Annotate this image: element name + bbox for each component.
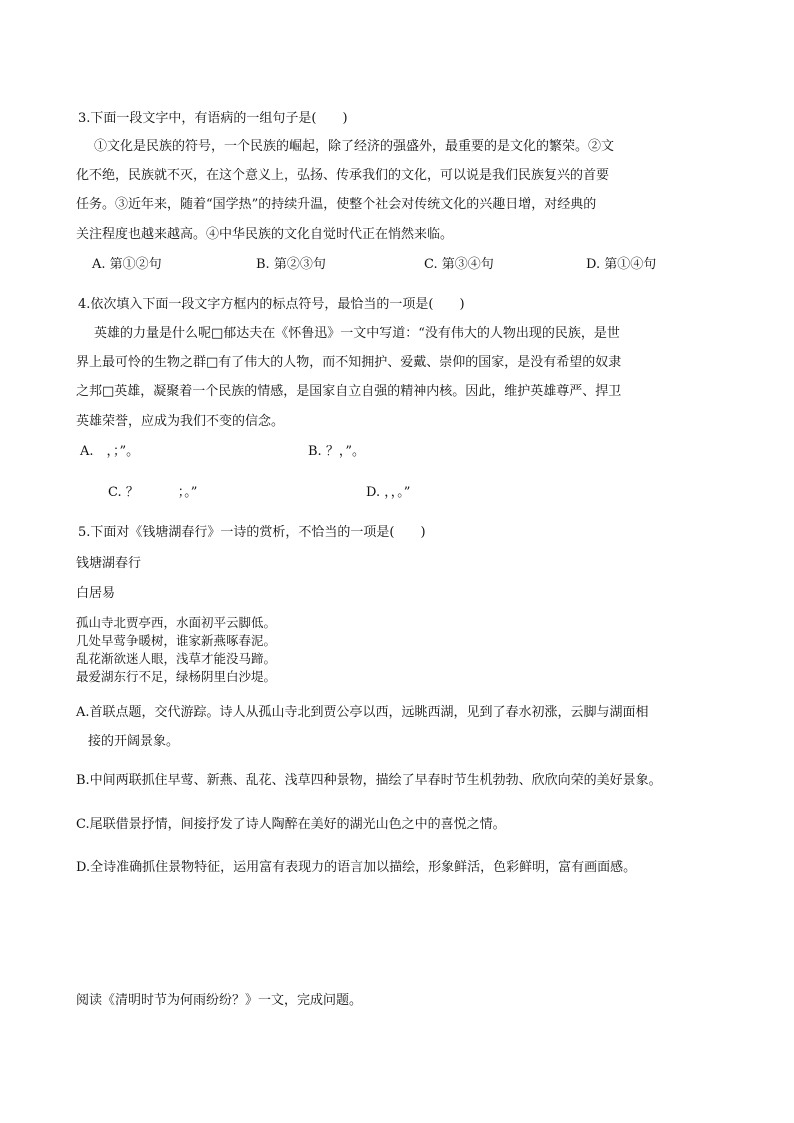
q4-option-b: B. ？，”。 [308,444,365,459]
q3-stem: 3.下面一段文字中，有语病的一组句子是( ) [78,111,348,126]
q3-option-a: A. 第①②句 [92,257,162,272]
q4-passage-line-4: 英雄荣誉，应成为我们不变的信念。 [76,414,285,429]
q4-stem: 4.依次填入下面一段文字方框内的标点符号，最恰当的一项是( ) [78,297,465,312]
poem-title: 钱塘湖春行 [76,556,142,571]
q4-passage-line-2: 界上最可怜的生物之群□有了伟大的人物，而不知拥护、爱戴、崇仰的国家，是没有希望的奴隶 [76,355,622,370]
q4-option-d: D. ，，。” [366,485,411,500]
q4-option-c: C. ？ ；。” [108,485,198,500]
poem-line-3: 乱花渐欲迷人眼，浅草才能没马蹄。 [76,651,277,666]
q5-option-a-line-1: A.首联点题，交代游踪。诗人从孤山寺北到贾公亭以西，远眺西湖，见到了春水初涨，云脚与湖面相 [76,705,649,720]
q5-option-b: B.中间两联抓住早莺、新燕、乱花、浅草四种景物，描绘了早春时节生机勃勃、欣欣向荣的美好景象。 [76,773,662,788]
q5-option-a-line-2: 接的开阔景象。 [88,734,180,749]
q3-option-b: B. 第②③句 [256,257,326,272]
q3-option-d: D. 第①④句 [586,257,657,272]
reading-intro: 阅读《清明时节为何雨纷纷？》一文，完成问题。 [76,993,363,1008]
q5-option-d: D.全诗准确抓住景物特征，运用富有表现力的语言加以描绘，形象鲜活，色彩鲜明，富有画面感。 [76,860,637,875]
poem-author: 白居易 [76,586,116,601]
poem-line-2: 几处早莺争暖树，谁家新燕啄春泥。 [76,633,277,648]
q3-passage-line-3: 任务。③近年来，随着“国学热”的持续升温，使整个社会对传统文化的兴趣日增，对经典的 [76,197,597,212]
q3-passage-line-2: 化不绝，民族就不灭，在这个意义上，弘扬、传承我们的文化，可以说是我们民族复兴的首要 [76,168,610,183]
q4-passage-line-3: 之邦□英雄，凝聚着一个民族的情感，是国家自立自强的精神内核。因此，维护英雄尊严、捍卫 [76,384,622,399]
q5-option-c: C.尾联借景抒情，间接抒发了诗人陶醉在美好的湖光山色之中的喜悦之情。 [76,817,506,832]
poem-line-1: 孤山寺北贾亭西，水面初平云脚低。 [76,615,277,630]
q3-passage-line-1: ①文化是民族的符号，一个民族的崛起，除了经济的强盛外，最重要的是文化的繁荣。②文 [94,139,615,154]
q3-passage-line-4: 关注程度也越来越高。④中华民族的文化自觉时代正在悄然来临。 [76,227,454,242]
poem-line-4: 最爱湖东行不足，绿杨阴里白沙堤。 [76,669,277,684]
q5-stem: 5.下面对《钱塘湖春行》一诗的赏析，不恰当的一项是( ) [78,525,426,540]
q3-option-c: C. 第③④句 [424,257,494,272]
q4-passage-line-1: 英雄的力量是什么呢□郁达夫在《怀鲁迅》一文中写道：“没有伟大的人物出现的民族，是世 [94,326,620,341]
q4-option-a: A. ，；”。 [80,444,140,459]
